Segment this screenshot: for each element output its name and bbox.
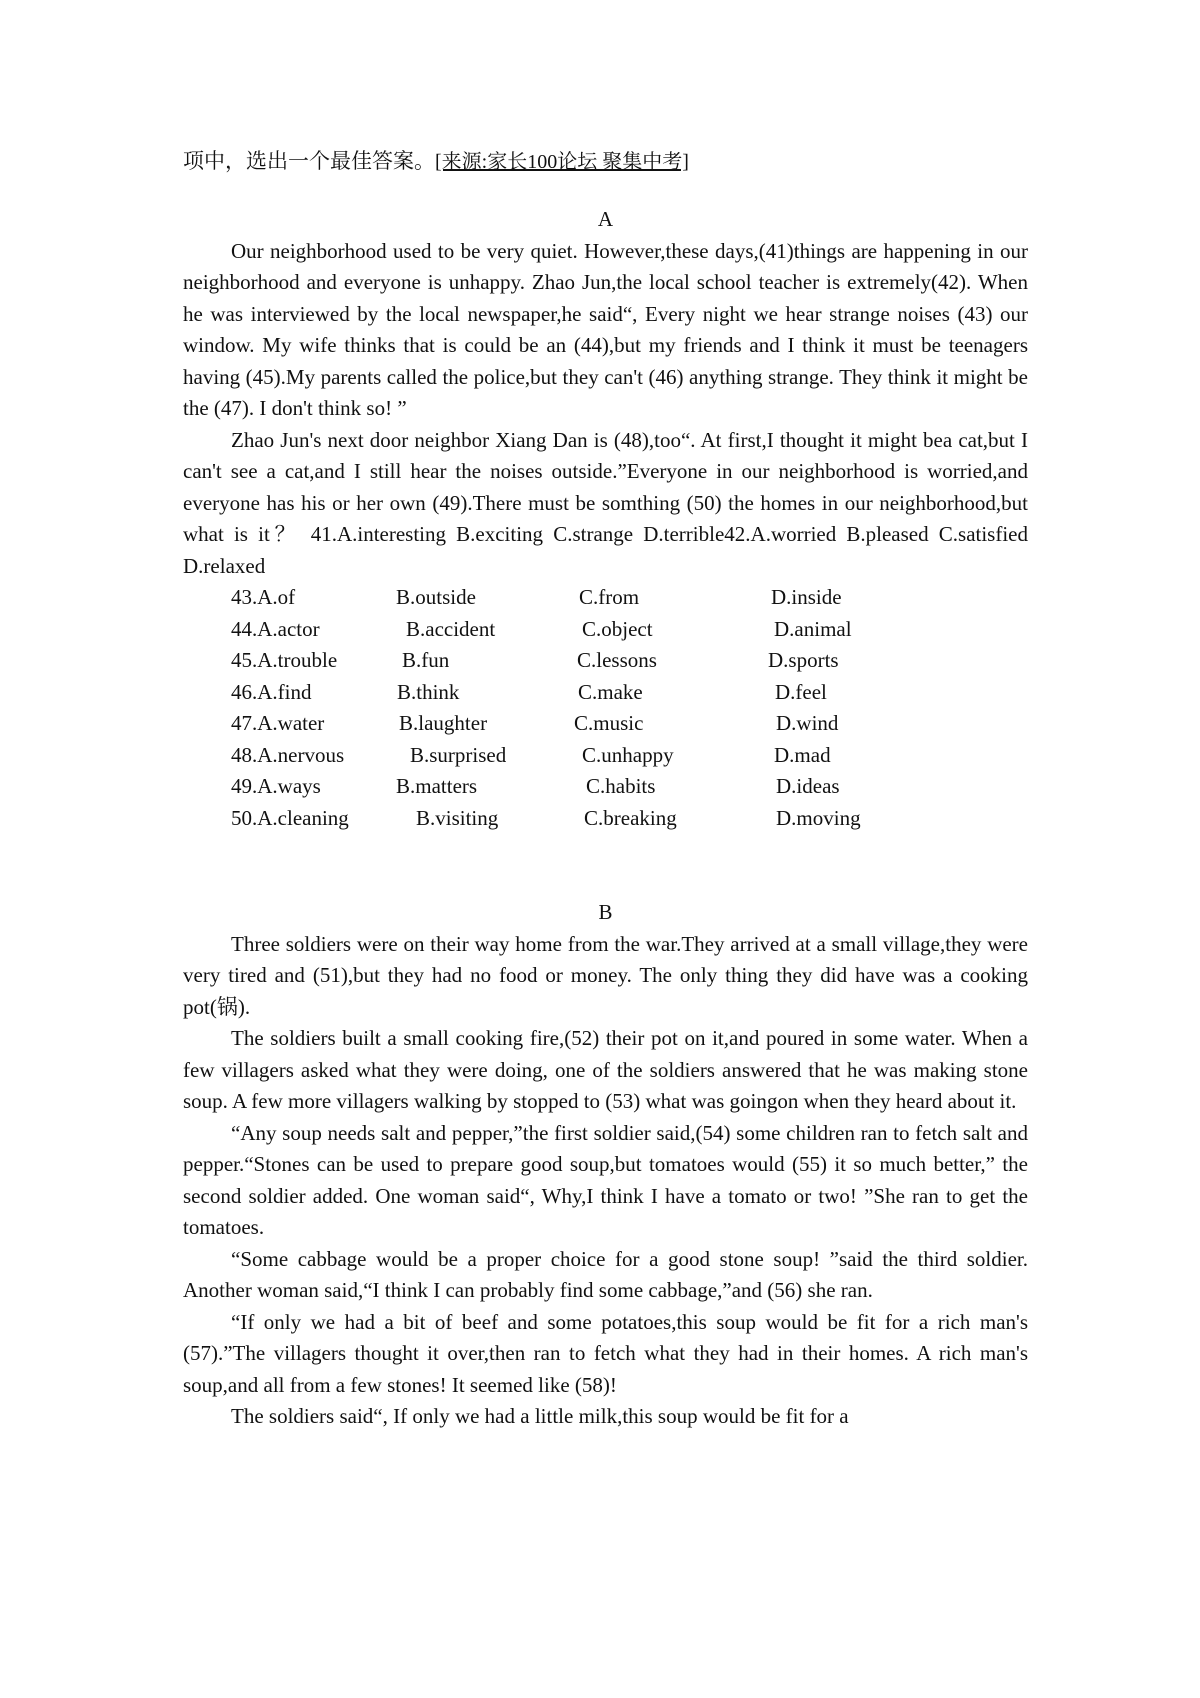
option-b: B.matters <box>396 774 478 798</box>
option-c: C.from <box>579 585 640 609</box>
option-c: C.unhappy <box>582 742 674 767</box>
option-row-46 <box>231 677 1028 709</box>
option-b: B.think <box>397 679 460 704</box>
option-d: D.animal <box>774 616 852 641</box>
option-c: C.habits <box>586 774 656 798</box>
section-b-paragraph-6: The soldiers said“, If only we had a little milk,this soup would be fit for a <box>231 1404 849 1428</box>
option-a: 50.A.cleaning <box>231 805 349 830</box>
section-b-paragraph-4: “Some cabbage would be a proper choice for a good stone soup! ”said the third soldier. Another woman said,“I think I can probably find some cabbage,”and (56) she ran. <box>183 1246 1028 1302</box>
section-b-paragraph-2: The soldiers built a small cooking fire,(52) their pot on it,and poured in some water. When a few villagers asked what they were doing, one of the soldiers answered that he was making stone soup. A few more villagers walking by stopped to (53) what was goingon when they heard about it. <box>183 1026 1028 1113</box>
section-b-paragraph-5: “If only we had a bit of beef and some potatoes,this soup would be fit for a rich man's (57).”The villagers thought it over,then ran to fetch what they had in their homes. A rich man's soup,and all from a few stones! It seemed like (58)! <box>183 1309 1028 1397</box>
option-a: 46.A.find <box>231 679 312 704</box>
section-a-heading: A <box>597 207 614 231</box>
option-row-47 <box>231 708 1028 740</box>
option-d: D.moving <box>776 805 861 830</box>
source-note: [来源:家长100论坛 聚集中考] <box>435 151 689 173</box>
option-d: D.sports <box>768 648 839 672</box>
section-b-heading: B <box>598 900 613 924</box>
option-b: B.surprised <box>410 742 507 767</box>
option-b: B.accident <box>406 616 496 641</box>
option-b: B.laughter <box>399 711 488 735</box>
option-d: D.ideas <box>776 774 840 798</box>
option-c: C.lessons <box>577 648 657 672</box>
option-d: D.mad <box>774 742 831 767</box>
option-a: 44.A.actor <box>231 616 320 641</box>
option-b: B.fun <box>402 648 450 672</box>
section-a-paragraph-2: Zhao Jun's next door neighbor Xiang Dan is (48),too“. At first,I thought it might bea cat,but I can't see a cat,and I still hear the noises outside.”Everyone in our neighborhood is worried,and everyone has his or her own (49).There must be somthing (50) the homes in our neighborhood,but what is it？ 41.A.interesting B.exciting C.strange D.terrible42.A.worried B.pleased C.satisfied D.relaxed <box>183 427 1028 578</box>
option-row-48 <box>231 740 1028 772</box>
option-b: B.visiting <box>416 805 499 830</box>
section-a-paragraph-1: Our neighborhood used to be very quiet. However,these days,(41)things are happening in our neighborhood and everyone is unhappy. Zhao Jun,the local school teacher is extremely(42). When he was interviewed by the local newspaper,he said“, Every night we hear strange noises (43) our window. My wife thinks that is could be an (44),but my friends and I think it must be teenagers having (45).My parents called the police,but they can't (46) anything strange. They think it might be the (47). I don't think so! ” <box>183 238 1028 420</box>
section-b-paragraph-3: “Any soup needs salt and pepper,”the first soldier said,(54) some children ran to fetch salt and pepper.“Stones can be used to prepare good soup,but tomatoes would (55) it so much better,” the second soldier added. One woman said“, Why,I think I have a tomato or two! ”She ran to get the tomatoes. <box>183 1120 1028 1239</box>
option-a: 49.A.ways <box>231 774 321 798</box>
option-c: C.object <box>582 616 653 641</box>
option-a: 45.A.trouble <box>231 648 338 672</box>
intro-text: 项中，选出一个最佳答案。 <box>183 149 435 173</box>
option-c: C.make <box>578 679 643 704</box>
option-row-43 <box>231 582 1028 614</box>
option-d: D.feel <box>775 679 827 704</box>
intro-line <box>183 146 1028 177</box>
option-b: B.outside <box>396 585 476 609</box>
option-a: 43.A.of <box>231 585 296 609</box>
option-row-50 <box>231 803 1028 835</box>
option-row-45 <box>231 645 1028 677</box>
option-row-44 <box>231 614 1028 646</box>
option-a: 47.A.water <box>231 711 325 735</box>
option-a: 48.A.nervous <box>231 742 345 767</box>
section-b-paragraph-1: Three soldiers were on their way home from the war.They arrived at a small village,they were very tired and (51),but they had no food or money. The only thing they did have was a cooking pot(锅). <box>183 931 1028 1019</box>
option-d: D.inside <box>771 585 842 609</box>
section-a-options <box>231 582 1028 834</box>
option-d: D.wind <box>776 711 839 735</box>
option-c: C.breaking <box>584 805 677 830</box>
option-c: C.music <box>574 711 644 735</box>
option-row-49 <box>231 771 1028 803</box>
document-page <box>183 146 1028 1433</box>
